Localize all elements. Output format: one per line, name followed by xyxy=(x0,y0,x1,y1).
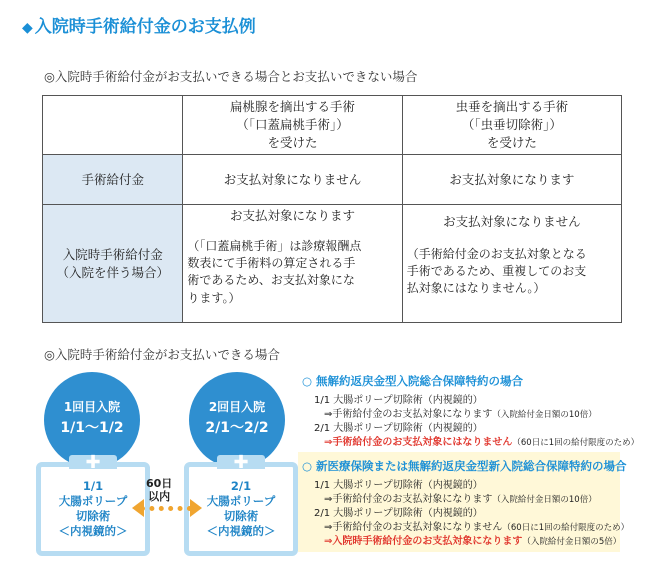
table-cell: お支払対象になります （「口蓋扁桃手術」は診療報酬点 数表にて手術料の算定される手 術であるため、お支払対象にな ります。） xyxy=(183,205,402,323)
admission2-circle: 2回目入院 2/1〜2/2 xyxy=(189,372,285,468)
table-header-col2: 虫垂を摘出する手術 （「虫垂切除術」） を受けた xyxy=(402,96,621,155)
section2-heading: ◎入院時手術給付金がお支払いできる場合 xyxy=(44,347,280,362)
section1-heading: ◎入院時手術給付金がお支払いできる場合とお支払いできない場合 xyxy=(44,69,418,84)
page-title: ◆ 入院時手術給付金のお支払例 xyxy=(22,17,256,37)
surgery2-card: ✚ 2/1 大腸ポリープ 切除術 ＜内視鏡的＞ xyxy=(184,462,298,556)
case2-line: 2/1 大腸ポリープ切除術（内視鏡的） xyxy=(314,508,483,519)
case2-line: ⇒入院時手術給付金のお支払対象になります（入院給付金日額の5倍） xyxy=(324,536,622,547)
table-header-col1: 扁桃腺を摘出する手術 （「口蓋扁桃手術」） を受けた xyxy=(183,96,402,155)
case2-line: ⇒手術給付金のお支払対象になりません（60日に1回の給付限度のため） xyxy=(324,522,630,533)
case2-line: ⇒手術給付金のお支払対象になります（入院給付金日額の10倍） xyxy=(324,494,597,505)
table-cell: お支払対象になります xyxy=(402,155,621,205)
comparison-table xyxy=(42,95,622,323)
plus-icon: ✚ xyxy=(233,452,249,473)
case1-line: ⇒手術給付金のお支払対象にはなりません（60日に1回の給付限度のため） xyxy=(324,437,640,448)
admission1-circle: 1回目入院 1/1〜1/2 xyxy=(44,372,140,468)
case1-line: 2/1 大腸ポリープ切除術（内視鏡的） xyxy=(314,423,483,434)
double-arrow xyxy=(140,506,192,511)
diamond-icon: ◆ xyxy=(22,20,33,36)
table-cell: お支払対象になりません （手術給付金のお支払対象となる 手術であるため、重複してのお支 払対象にはなりません。） xyxy=(402,205,621,323)
table-corner xyxy=(43,96,183,155)
table-cell: お支払対象になりません xyxy=(183,155,402,205)
table-row xyxy=(43,155,622,205)
case1-line: ⇒手術給付金のお支払対象になります（入院給付金日額の10倍） xyxy=(324,409,597,420)
arrow-right-icon xyxy=(190,499,202,517)
case2-line: 1/1 大腸ポリープ切除術（内視鏡的） xyxy=(314,480,483,491)
row-label: 入院時手術給付金 （入院を伴う場合） xyxy=(43,205,183,323)
case1-line: 1/1 大腸ポリープ切除術（内視鏡的） xyxy=(314,395,483,406)
table-row xyxy=(43,205,622,323)
gap-label: 60日 以内 xyxy=(146,477,173,503)
row-label: 手術給付金 xyxy=(43,155,183,205)
surgery1-card: ✚ 1/1 大腸ポリープ 切除術 ＜内視鏡的＞ xyxy=(36,462,150,556)
case2-heading: ○ 新医療保険または無解約返戻金型新入院総合保障特約の場合 xyxy=(302,459,627,473)
case1-heading: ○ 無解約返戻金型入院総合保障特約の場合 xyxy=(302,374,524,388)
plus-icon: ✚ xyxy=(85,452,101,473)
